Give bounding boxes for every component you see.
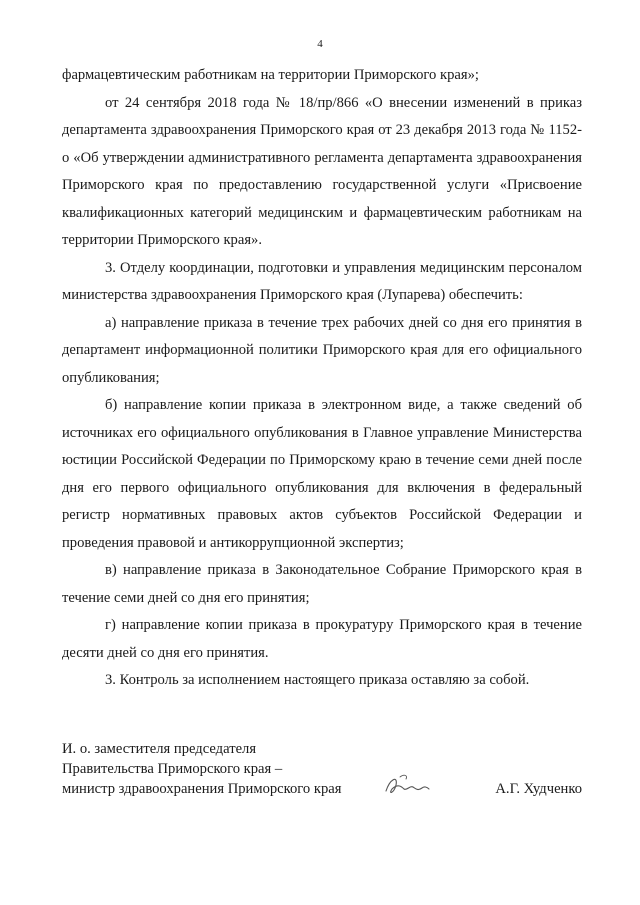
paragraph: фармацевтическим работникам на территории Приморского края»; [62, 67, 479, 83]
handwritten-signature [380, 771, 432, 799]
paragraph: б) направление копии приказа в электронном виде, а также сведений об источниках его официального опубликования в Главное управление Министерства юстиции Российской Федерации по Приморскому краю в течение семи дней после дня его первого официального опубликования для включения в федеральный регистр нормативных правовых актов субъектов Российской Федерации и проведения правовой и антикоррупционной экспертиз; [62, 397, 582, 551]
paragraph: от 24 сентября 2018 года № 18/пр/866 «О внесении изменений в приказ департамента здравоохранения Приморского края от 23 декабря 2013 года № 1152-о «Об утверждении административного регламента департамента здравоохранения Приморского края по предоставлению государственной услуги «Присвоение квалификационных категорий медицинским и фармацевтическим работникам на территории Приморского края». [62, 94, 582, 248]
paragraph: а) направление приказа в течение трех рабочих дней со дня его принятия в департамент информационной политики Приморского края для его официального опубликования; [62, 314, 582, 386]
signature-block [62, 739, 582, 799]
page-number: 4 [317, 38, 323, 50]
signatory-title-line: министр здравоохранения Приморского края [62, 781, 342, 797]
signatory-name: А.Г. Худченко [495, 781, 582, 797]
paragraph: в) направление приказа в Законодательное Собрание Приморского края в течение семи дней со дня его принятия; [62, 562, 582, 606]
paragraph: 3. Отделу координации, подготовки и управления медицинским персоналом министерства здравоохранения Приморского края (Лупарева) обеспечить: [62, 259, 582, 303]
paragraph: 3. Контроль за исполнением настоящего приказа оставляю за собой. [105, 672, 530, 688]
paragraph: г) направление копии приказа в прокуратуру Приморского края в течение десяти дней со дня его принятия. [62, 617, 582, 661]
document-body [62, 62, 582, 695]
signatory-title-line: И. о. заместителя председателя [62, 741, 257, 757]
signatory-title-line: Правительства Приморского края – [62, 761, 283, 777]
